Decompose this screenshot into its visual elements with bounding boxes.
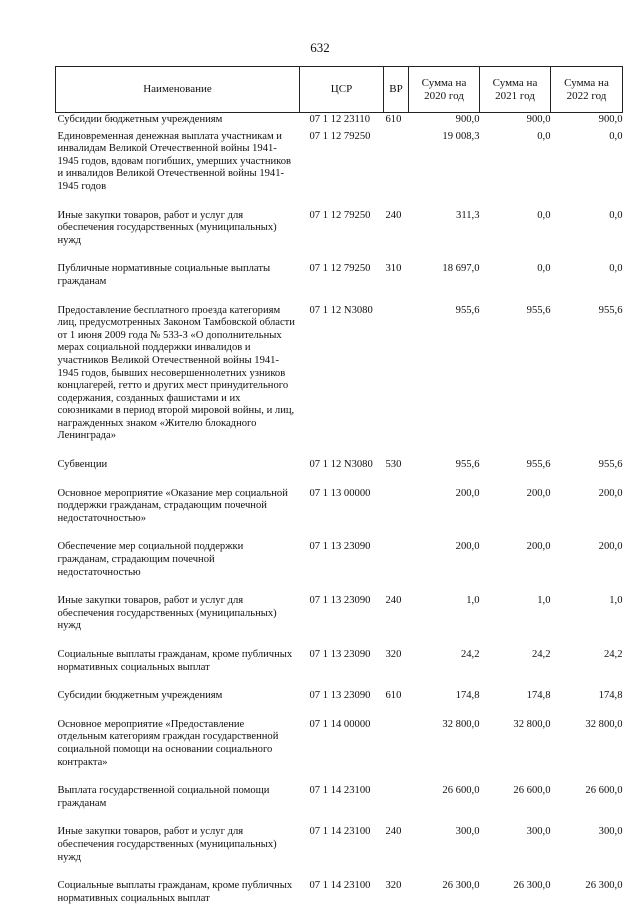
row-csr: 07 1 13 23090: [300, 688, 384, 717]
row-sum-2022: 174,8: [551, 688, 623, 717]
row-sum-2020: 19 008,3: [409, 129, 480, 208]
table-row: [56, 486, 623, 540]
table-row: [56, 688, 623, 717]
row-vr: 240: [384, 208, 409, 262]
row-sum-2022: 0,0: [551, 208, 623, 262]
row-sum-2021: 26 600,0: [480, 783, 551, 824]
row-csr: 07 1 13 23090: [300, 647, 384, 688]
table-row: [56, 647, 623, 688]
row-vr: 530: [384, 457, 409, 486]
row-csr: 07 1 12 23110: [300, 113, 384, 129]
row-sum-2021: 0,0: [480, 261, 551, 302]
header-2022: Сумма на 2022 год: [551, 67, 623, 113]
row-vr: 320: [384, 647, 409, 688]
table-row: [56, 783, 623, 824]
table-row: [56, 303, 623, 458]
row-sum-2022: 300,0: [551, 824, 623, 878]
row-name: Обеспечение мер социальной поддержки гражданам, страдающим почечной недостаточностью: [56, 539, 300, 593]
row-sum-2020: 26 300,0: [409, 878, 480, 919]
row-name: Иные закупки товаров, работ и услуг для обеспечения государственных (муниципальных) нужд: [56, 824, 300, 878]
row-sum-2020: 200,0: [409, 486, 480, 540]
row-vr: 610: [384, 688, 409, 717]
row-csr: 07 1 12 79250: [300, 261, 384, 302]
table-row: [56, 457, 623, 486]
row-sum-2021: 1,0: [480, 593, 551, 647]
row-name: Основное мероприятие «Предоставление отдельным категориям граждан государственной социальной помощи на основании социального контракта»: [56, 717, 300, 783]
row-csr: 07 1 14 23100: [300, 824, 384, 878]
row-sum-2020: 300,0: [409, 824, 480, 878]
row-sum-2022: 0,0: [551, 129, 623, 208]
header-vr: ВР: [384, 67, 409, 113]
row-name: Социальные выплаты гражданам, кроме публичных нормативных социальных выплат: [56, 647, 300, 688]
row-sum-2022: 0,0: [551, 261, 623, 302]
row-sum-2021: 174,8: [480, 688, 551, 717]
row-csr: 07 1 14 23100: [300, 878, 384, 919]
table-row: [56, 824, 623, 878]
row-sum-2022: 200,0: [551, 486, 623, 540]
row-vr: [384, 303, 409, 458]
row-sum-2020: 955,6: [409, 303, 480, 458]
row-name: Выплата государственной социальной помощи гражданам: [56, 783, 300, 824]
row-sum-2020: 900,0: [409, 113, 480, 129]
row-vr: [384, 129, 409, 208]
row-csr: 07 1 13 00000: [300, 486, 384, 540]
row-name: Иные закупки товаров, работ и услуг для обеспечения государственных (муниципальных) нужд: [56, 208, 300, 262]
row-vr: 240: [384, 593, 409, 647]
row-csr: 07 1 14 00000: [300, 717, 384, 783]
row-vr: 320: [384, 878, 409, 919]
row-sum-2020: 24,2: [409, 647, 480, 688]
row-sum-2022: 26 300,0: [551, 878, 623, 919]
table-row: [56, 113, 623, 129]
row-sum-2022: 955,6: [551, 457, 623, 486]
row-sum-2021: 32 800,0: [480, 717, 551, 783]
row-sum-2021: 955,6: [480, 457, 551, 486]
row-name: Социальные выплаты гражданам, кроме публичных нормативных социальных выплат: [56, 878, 300, 919]
row-sum-2020: 174,8: [409, 688, 480, 717]
row-sum-2022: 1,0: [551, 593, 623, 647]
header-csr: ЦСР: [300, 67, 384, 113]
row-vr: 240: [384, 824, 409, 878]
table-row: [56, 129, 623, 208]
row-sum-2021: 200,0: [480, 539, 551, 593]
row-name: Субсидии бюджетным учреждениям: [56, 113, 300, 129]
row-sum-2020: 955,6: [409, 457, 480, 486]
row-sum-2020: 32 800,0: [409, 717, 480, 783]
row-csr: 07 1 14 23100: [300, 783, 384, 824]
table-row: [56, 878, 623, 919]
header-name: Наименование: [56, 67, 300, 113]
row-name: Субвенции: [56, 457, 300, 486]
row-name: Единовременная денежная выплата участникам и инвалидам Великой Отечественной войны 1941-1945 годов, вдовам погибших, умерших участников и инвалидов Великой Отечественной войны 1941-1945 годов: [56, 129, 300, 208]
table-header: [56, 67, 623, 113]
row-vr: [384, 717, 409, 783]
row-vr: 310: [384, 261, 409, 302]
row-csr: 07 1 12 79250: [300, 208, 384, 262]
row-sum-2020: 200,0: [409, 539, 480, 593]
row-sum-2021: 955,6: [480, 303, 551, 458]
row-sum-2021: 26 300,0: [480, 878, 551, 919]
row-csr: 07 1 13 23090: [300, 593, 384, 647]
budget-table: [55, 66, 623, 919]
table-body: [56, 113, 623, 919]
row-sum-2021: 200,0: [480, 486, 551, 540]
table-row: [56, 539, 623, 593]
row-csr: 07 1 12 N3080: [300, 457, 384, 486]
row-sum-2022: 32 800,0: [551, 717, 623, 783]
row-sum-2021: 0,0: [480, 208, 551, 262]
row-vr: 610: [384, 113, 409, 129]
table-row: [56, 717, 623, 783]
row-sum-2022: 955,6: [551, 303, 623, 458]
header-2021: Сумма на 2021 год: [480, 67, 551, 113]
row-vr: [384, 486, 409, 540]
row-csr: 07 1 12 79250: [300, 129, 384, 208]
row-vr: [384, 783, 409, 824]
row-name: Предоставление бесплатного проезда категориям лиц, предусмотренных Законом Тамбовской области от 1 июня 2009 года № 533-З «О дополнительных мерах социальной поддержки инвалидов и участников Великой Отечественной войны 1941-1945 годов, бывших несовершеннолетних узников концлагерей, гетто и других мест принудительного содержания, созданных фашистами и их союзниками в период второй мировой войны, и лиц, награжденных знаком «Жителю блокадного Ленинграда»: [56, 303, 300, 458]
row-sum-2022: 26 600,0: [551, 783, 623, 824]
table-row: [56, 261, 623, 302]
row-sum-2022: 24,2: [551, 647, 623, 688]
row-sum-2021: 900,0: [480, 113, 551, 129]
row-csr: 07 1 13 23090: [300, 539, 384, 593]
table-row: [56, 593, 623, 647]
row-sum-2020: 311,3: [409, 208, 480, 262]
row-sum-2021: 0,0: [480, 129, 551, 208]
row-sum-2020: 26 600,0: [409, 783, 480, 824]
page-number: 632: [0, 40, 640, 56]
header-2020: Сумма на 2020 год: [409, 67, 480, 113]
table-row: [56, 208, 623, 262]
row-sum-2020: 18 697,0: [409, 261, 480, 302]
row-sum-2020: 1,0: [409, 593, 480, 647]
row-name: Основное мероприятие «Оказание мер социальной поддержки гражданам, страдающим почечной недостаточностью»: [56, 486, 300, 540]
row-sum-2021: 24,2: [480, 647, 551, 688]
row-sum-2022: 200,0: [551, 539, 623, 593]
row-sum-2021: 300,0: [480, 824, 551, 878]
row-sum-2022: 900,0: [551, 113, 623, 129]
row-name: Иные закупки товаров, работ и услуг для обеспечения государственных (муниципальных) нужд: [56, 593, 300, 647]
row-csr: 07 1 12 N3080: [300, 303, 384, 458]
row-name: Субсидии бюджетным учреждениям: [56, 688, 300, 717]
row-vr: [384, 539, 409, 593]
row-name: Публичные нормативные социальные выплаты гражданам: [56, 261, 300, 302]
